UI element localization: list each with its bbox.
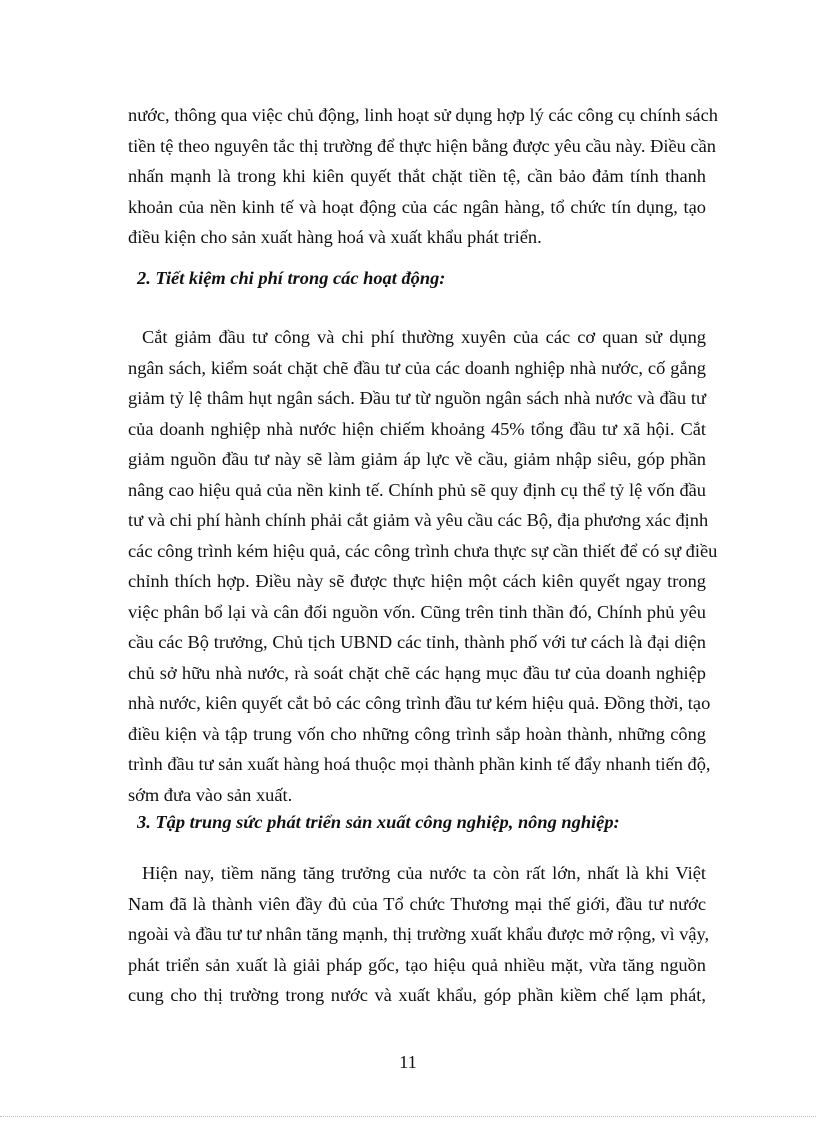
paragraph-line: của doanh nghiệp nhà nước hiện chiếm khoảng 45% tổng đầu tư xã hội. Cắt <box>128 418 706 439</box>
paragraph-line: phát triển sản xuất là giải pháp gốc, tạo hiệu quả nhiều mặt, vừa tăng nguồn <box>128 954 706 975</box>
paragraph-line: nhà nước, kiên quyết cắt bỏ các công trình đầu tư kém hiệu quả. Đồng thời, tạo <box>128 693 711 713</box>
paragraph-line: khoản của nền kinh tế và hoạt động của các ngân hàng, tổ chức tín dụng, tạo <box>128 196 706 217</box>
paragraph-line: các công trình kém hiệu quả, các công trình chưa thực sự cần thiết để có sự điều <box>128 540 718 561</box>
paragraph-line: tiền tệ theo nguyên tắc thị trường để thực hiện bằng được yêu cầu này. Điều cần <box>128 135 716 156</box>
page-number: 11 <box>399 1052 417 1072</box>
paragraph-line: giảm tỷ lệ thâm hụt ngân sách. Đầu tư từ nguồn ngân sách nhà nước và đầu tư <box>128 388 706 408</box>
paragraph-line: trình đầu tư sản xuất hàng hoá thuộc mọi thành phần kinh tế đẩy nhanh tiến độ, <box>128 754 711 774</box>
paragraph-line: nâng cao hiệu quả của nền kinh tế. Chính phủ sẽ quy định cụ thể tỷ lệ vốn đầu <box>128 479 706 500</box>
paragraph-monetary-policy <box>128 100 718 253</box>
paragraph-line: giảm nguồn đầu tư này sẽ làm giảm áp lực về cầu, giảm nhập siêu, góp phần <box>128 449 706 469</box>
paragraph-cost-saving <box>128 322 718 810</box>
paragraph-line: ngân sách, kiểm soát chặt chẽ đầu tư của các doanh nghiệp nhà nước, cố gắng <box>128 357 706 378</box>
paragraph-line: Cắt giảm đầu tư công và chi phí thường xuyên của các cơ quan sử dụng <box>142 327 706 347</box>
paragraph-line: cung cho thị trường trong nước và xuất khẩu, góp phần kiềm chế lạm phát, <box>128 985 706 1005</box>
paragraph-production-growth <box>128 858 710 1011</box>
paragraph-line: tư và chi phí hành chính phải cắt giảm và yêu cầu các Bộ, địa phương xác định <box>128 510 709 530</box>
page-bottom-divider <box>0 1116 816 1117</box>
paragraph-line: ngoài và đầu tư tư nhân tăng mạnh, thị trường xuất khẩu được mở rộng, vì vậy, <box>128 924 710 944</box>
paragraph-line: Nam đã là thành viên đầy đủ của Tổ chức Thương mại thế giới, đầu tư nước <box>128 893 706 914</box>
paragraph-line: nhấn mạnh là trong khi kiên quyết thắt chặt tiền tệ, cần bảo đảm tính thanh <box>128 166 706 186</box>
paragraph-line: chỉnh thích hợp. Điều này sẽ được thực hiện một cách kiên quyết ngay trong <box>128 571 706 591</box>
paragraph-line: điều kiện và tập trung vốn cho những công trình sắp hoàn thành, những công <box>128 723 706 744</box>
paragraph-line: Hiện nay, tiềm năng tăng trưởng của nước ta còn rất lớn, nhất là khi Việt <box>142 863 706 883</box>
paragraph-line: việc phân bổ lại và cân đối nguồn vốn. Cũng trên tinh thần đó, Chính phủ yêu <box>128 601 706 622</box>
paragraph-line: cầu các Bộ trưởng, Chủ tịch UBND các tỉnh, thành phố với tư cách là đại diện <box>128 632 706 652</box>
section-heading-2: 2. Tiết kiệm chi phí trong các hoạt động: <box>137 268 446 288</box>
paragraph-line: điều kiện cho sản xuất hàng hoá và xuất khẩu phát triển. <box>128 227 542 247</box>
paragraph-line: chủ sở hữu nhà nước, rà soát chặt chẽ các hạng mục đầu tư của doanh nghiệp <box>128 662 706 683</box>
section-heading-3: 3. Tập trung sức phát triển sản xuất công nghiệp, nông nghiệp: <box>137 812 620 832</box>
paragraph-line: sớm đưa vào sản xuất. <box>128 784 293 805</box>
paragraph-line: nước, thông qua việc chủ động, linh hoạt sử dụng hợp lý các công cụ chính sách <box>128 105 718 125</box>
